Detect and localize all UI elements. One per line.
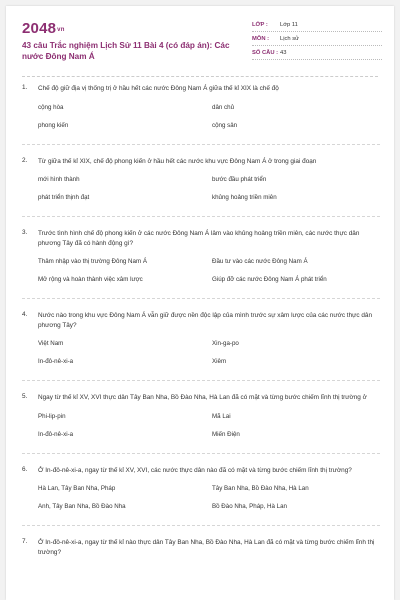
question-text: Ở In-đô-nê-xi-a, ngay từ thế kỉ nào thực dân Tây Ban Nha, Bồ Đào Nha, Hà Lan đã có mặt và từng bước chiếm lĩnh thị trường? (38, 539, 375, 556)
answer-option-a[interactable]: cộng hòa (38, 103, 64, 111)
answer-option-d[interactable]: Miến Điện (212, 430, 240, 438)
answer-options (38, 258, 380, 294)
answer-option-c[interactable]: phát triển thịnh đạt (38, 194, 90, 201)
answer-option-c[interactable]: In-đô-nê-xi-a (38, 430, 74, 438)
answer-option-d[interactable]: Bồ Đào Nha, Pháp, Hà Lan (212, 503, 287, 510)
answer-option-c[interactable]: Mở rộng và hoàn thành việc xâm lược (38, 276, 143, 283)
answer-options (38, 176, 380, 212)
meta-row-subject (252, 32, 382, 46)
question-text: Nước nào trong khu vực Đông Nam Á vẫn giữ được nền độc lập của mình trước sự xâm lược của các nước thực dân phương Tây? (38, 312, 373, 329)
question-2 (6, 157, 394, 213)
question-text: Ở In-đô-nê-xi-a, ngay từ thế kỉ XV, XVI, các nước thực dân nào đã có mặt và từng bước chiếm lĩnh thị trường? (38, 466, 352, 474)
question-divider (22, 525, 380, 526)
answer-options (38, 485, 380, 521)
question-divider (22, 453, 380, 454)
answer-option-d[interactable]: cộng sản (212, 121, 238, 129)
answer-option-d[interactable]: Xiêm (212, 358, 227, 365)
answer-option-b[interactable]: Đầu tư vào các nước Đông Nam Á (212, 258, 308, 265)
answer-option-c[interactable]: phong kiến (38, 121, 69, 129)
meta-row-count (252, 46, 382, 60)
question-number: 3. (22, 229, 28, 236)
answer-option-b[interactable]: Mã Lai (212, 412, 231, 420)
answer-option-b[interactable]: Xin-ga-po (212, 340, 239, 347)
answer-options (38, 104, 380, 140)
question-number: 1. (22, 84, 28, 91)
logo-suffix: vn (57, 27, 65, 33)
document-meta (252, 18, 382, 60)
question-list (6, 84, 394, 557)
meta-row-grade (252, 18, 382, 32)
meta-key: SỐ CÂU : (252, 49, 279, 56)
question-divider (22, 144, 380, 145)
question-7 (6, 538, 394, 557)
answer-option-c[interactable]: Anh, Tây Ban Nha, Bồ Đào Nha (38, 503, 126, 510)
question-divider (22, 380, 380, 381)
answer-option-a[interactable]: Thâm nhập vào thị trường Đông Nam Á (38, 258, 147, 265)
site-logo[interactable] (22, 20, 65, 37)
question-text: Chế độ giữ địa vị thống trị ở hầu hết các nước Đông Nam Á giữa thế kỉ XIX là chế độ (38, 85, 279, 92)
question-4 (6, 311, 394, 376)
meta-value: Lớp 11 (280, 21, 298, 28)
header-divider (22, 76, 378, 77)
question-divider (22, 298, 380, 299)
meta-value: Lịch sử (280, 35, 300, 42)
question-number: 7. (22, 538, 28, 545)
question-5 (6, 393, 394, 449)
answer-option-d[interactable]: Giúp đỡ các nước Đông Nam Á phát triển (212, 276, 327, 283)
question-number: 4. (22, 311, 28, 318)
question-6 (6, 466, 394, 522)
answer-option-a[interactable]: Hà Lan, Tây Ban Nha, Pháp (38, 485, 116, 492)
answer-options (38, 340, 380, 376)
meta-key: LỚP : (252, 21, 268, 28)
answer-option-a[interactable]: mới hình thành (38, 176, 80, 183)
answer-option-b[interactable]: dân chủ (212, 103, 235, 111)
question-number: 2. (22, 156, 28, 164)
question-1 (6, 84, 394, 140)
question-text: Trước tình hình chế độ phong kiến ở các nước Đông Nam Á lâm vào khủng hoảng triền miên, các nước thực dân phương Tây đã có hành động gì? (38, 230, 360, 247)
answer-option-a[interactable]: Việt Nam (38, 340, 64, 347)
answer-option-a[interactable]: Phi-lip-pin (38, 412, 66, 420)
answer-option-c[interactable]: In-đô-nê-xi-a (38, 358, 74, 365)
question-text: Từ giữa thế kỉ XIX, chế độ phong kiến ở hầu hết các nước khu vực Đông Nam Á ở trong giai đoạn (38, 157, 317, 165)
meta-key: MÔN : (252, 35, 270, 42)
question-number: 6. (22, 465, 28, 473)
document-header (6, 6, 394, 70)
answer-options (38, 413, 380, 449)
meta-value: 43 (280, 49, 287, 56)
document-page (6, 6, 394, 600)
answer-option-d[interactable]: khủng hoảng triền miên (212, 194, 277, 201)
question-number: 5. (22, 393, 28, 400)
answer-option-b[interactable]: bước đầu phát triển (212, 176, 267, 183)
document-title: 43 câu Trắc nghiệm Lịch Sử 11 Bài 4 (có đáp án): Các nước Đông Nam Á (22, 41, 230, 61)
question-text: Ngay từ thế kỉ XV, XVI thực dân Tây Ban Nha, Bồ Đào Nha, Hà Lan đã có mặt và từng bước chiếm lĩnh thị trường ở (38, 394, 367, 401)
question-divider (22, 216, 380, 217)
logo-text: 2048 (22, 20, 57, 37)
answer-option-b[interactable]: Tây Ban Nha, Bồ Đào Nha, Hà Lan (212, 485, 309, 492)
question-3 (6, 229, 394, 294)
